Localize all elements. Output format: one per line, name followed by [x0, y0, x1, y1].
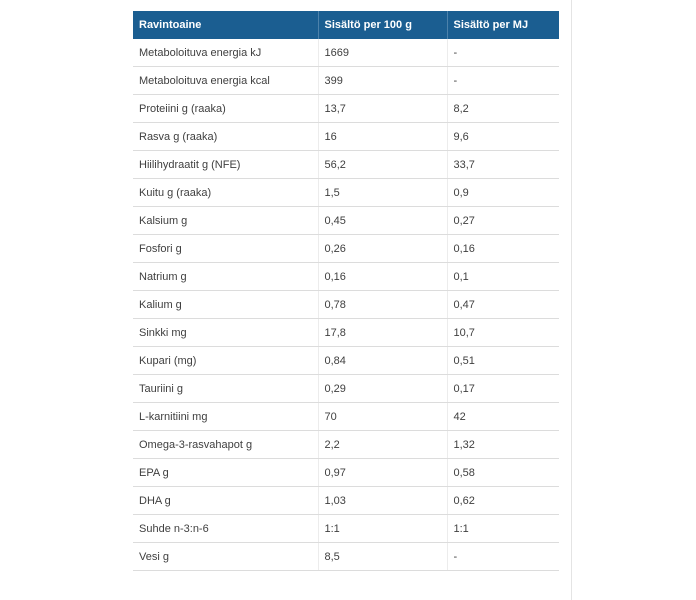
cell-per-mj: 0,51	[447, 347, 559, 375]
cell-per-mj: 9,6	[447, 123, 559, 151]
cell-per-100g: 17,8	[318, 319, 447, 347]
table-row	[133, 403, 559, 431]
table-row	[133, 207, 559, 235]
column-header-per-100g: Sisältö per 100 g	[318, 11, 447, 39]
cell-per-mj: -	[447, 67, 559, 95]
column-header-nutrient: Ravintoaine	[133, 11, 318, 39]
cell-nutrient: Kuitu g (raaka)	[133, 179, 318, 207]
table-row	[133, 515, 559, 543]
table-row	[133, 151, 559, 179]
cell-per-mj: 0,58	[447, 459, 559, 487]
cell-per-100g: 0,84	[318, 347, 447, 375]
cell-per-mj: 42	[447, 403, 559, 431]
cell-per-mj: 0,17	[447, 375, 559, 403]
table-row	[133, 95, 559, 123]
cell-per-100g: 1,03	[318, 487, 447, 515]
table-row	[133, 179, 559, 207]
cell-nutrient: Omega-3-rasvahapot g	[133, 431, 318, 459]
cell-per-mj: -	[447, 39, 559, 67]
page-divider	[571, 0, 572, 600]
table-row	[133, 375, 559, 403]
cell-nutrient: Proteiini g (raaka)	[133, 95, 318, 123]
cell-nutrient: EPA g	[133, 459, 318, 487]
cell-per-100g: 70	[318, 403, 447, 431]
cell-nutrient: Fosfori g	[133, 235, 318, 263]
cell-per-100g: 0,16	[318, 263, 447, 291]
table-row	[133, 319, 559, 347]
table-header	[133, 11, 559, 39]
column-header-per-mj: Sisältö per MJ	[447, 11, 559, 39]
cell-per-mj: 0,62	[447, 487, 559, 515]
cell-per-100g: 16	[318, 123, 447, 151]
cell-nutrient: Suhde n-3:n-6	[133, 515, 318, 543]
cell-per-mj: 0,9	[447, 179, 559, 207]
cell-nutrient: Metaboloituva energia kcal	[133, 67, 318, 95]
cell-nutrient: Sinkki mg	[133, 319, 318, 347]
cell-per-mj: 0,47	[447, 291, 559, 319]
table-row	[133, 543, 559, 571]
cell-per-100g: 2,2	[318, 431, 447, 459]
cell-nutrient: Tauriini g	[133, 375, 318, 403]
cell-per-mj: 33,7	[447, 151, 559, 179]
header-row	[133, 11, 559, 39]
table-row	[133, 67, 559, 95]
nutrition-table	[133, 11, 559, 571]
cell-per-100g: 1:1	[318, 515, 447, 543]
cell-nutrient: Kupari (mg)	[133, 347, 318, 375]
cell-per-100g: 1669	[318, 39, 447, 67]
cell-nutrient: DHA g	[133, 487, 318, 515]
cell-per-mj: 0,16	[447, 235, 559, 263]
cell-nutrient: Kalsium g	[133, 207, 318, 235]
cell-nutrient: Rasva g (raaka)	[133, 123, 318, 151]
table-row	[133, 291, 559, 319]
table-row	[133, 39, 559, 67]
cell-per-100g: 56,2	[318, 151, 447, 179]
cell-per-100g: 0,78	[318, 291, 447, 319]
table-body	[133, 39, 559, 571]
table-row	[133, 235, 559, 263]
cell-nutrient: Metaboloituva energia kJ	[133, 39, 318, 67]
table-row	[133, 431, 559, 459]
cell-per-mj: 10,7	[447, 319, 559, 347]
cell-nutrient: Kalium g	[133, 291, 318, 319]
cell-per-100g: 0,97	[318, 459, 447, 487]
cell-per-mj: 0,1	[447, 263, 559, 291]
cell-per-mj: 1,32	[447, 431, 559, 459]
cell-nutrient: Natrium g	[133, 263, 318, 291]
cell-per-mj: 0,27	[447, 207, 559, 235]
cell-per-100g: 0,29	[318, 375, 447, 403]
cell-per-100g: 13,7	[318, 95, 447, 123]
cell-per-100g: 1,5	[318, 179, 447, 207]
cell-per-100g: 8,5	[318, 543, 447, 571]
table-row	[133, 459, 559, 487]
cell-nutrient: Vesi g	[133, 543, 318, 571]
table-row	[133, 487, 559, 515]
cell-per-mj: 1:1	[447, 515, 559, 543]
cell-nutrient: Hiilihydraatit g (NFE)	[133, 151, 318, 179]
cell-per-mj: -	[447, 543, 559, 571]
cell-nutrient: L-karnitiini mg	[133, 403, 318, 431]
table-row	[133, 123, 559, 151]
cell-per-100g: 399	[318, 67, 447, 95]
cell-per-100g: 0,45	[318, 207, 447, 235]
table-row	[133, 263, 559, 291]
table-row	[133, 347, 559, 375]
cell-per-mj: 8,2	[447, 95, 559, 123]
cell-per-100g: 0,26	[318, 235, 447, 263]
